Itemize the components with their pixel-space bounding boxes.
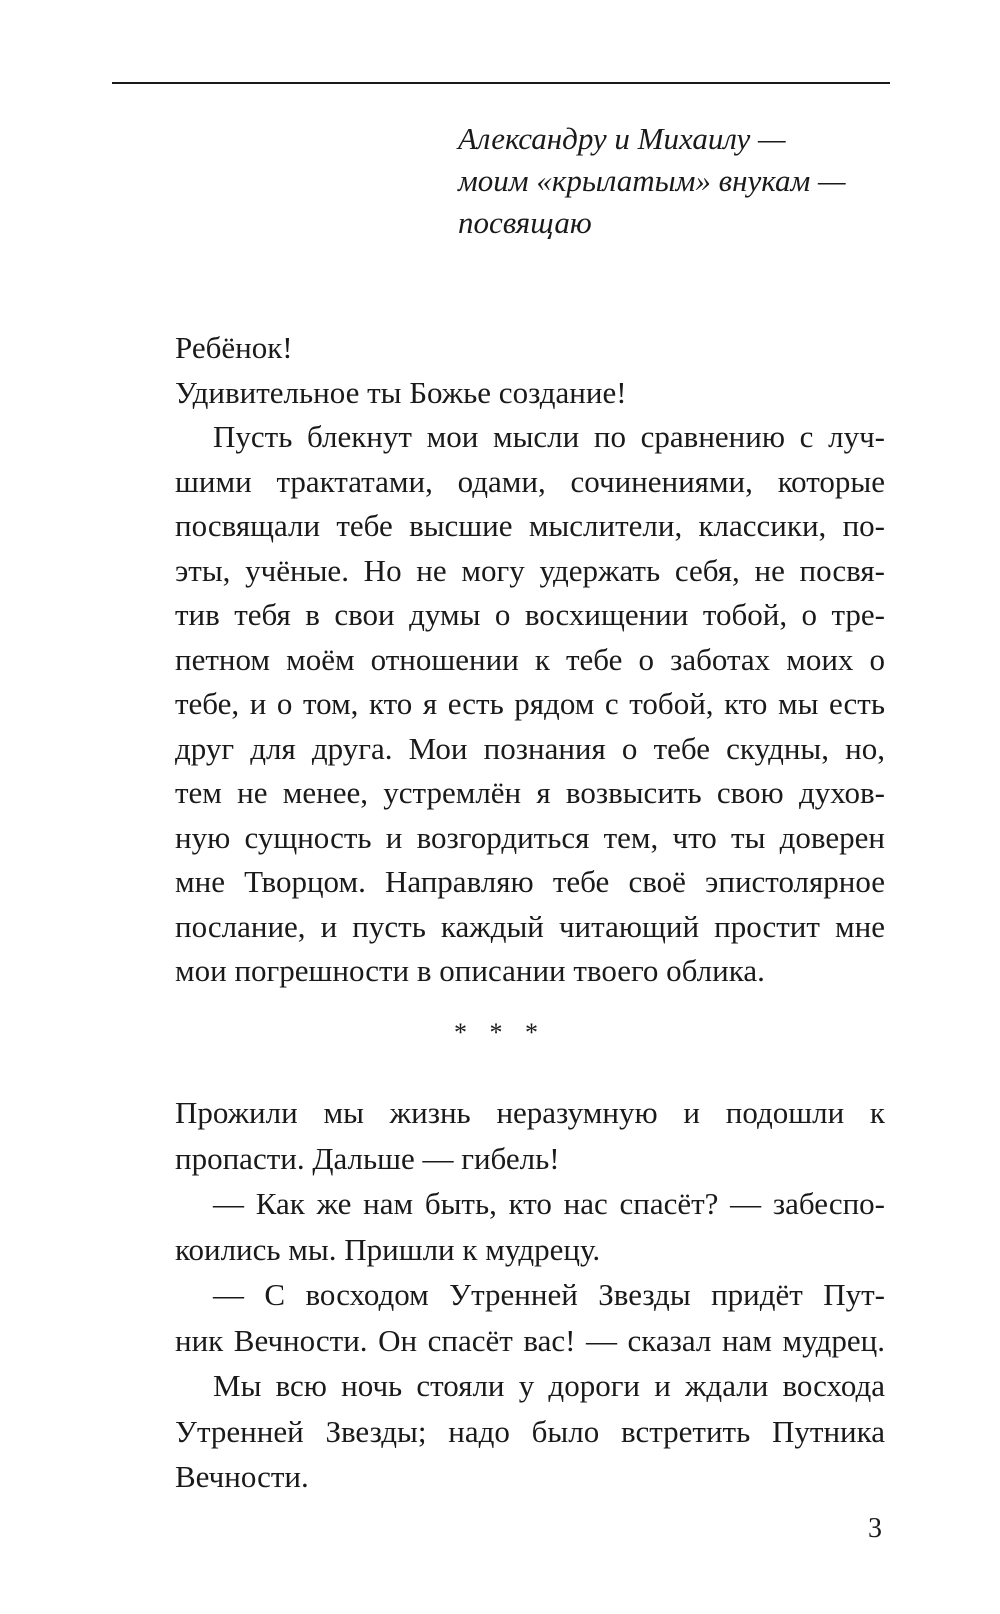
text-line: ник Вечности. Он спасёт вас! — сказал нам мудрец. (175, 1322, 885, 1358)
section-separator: * * * (454, 1018, 546, 1047)
page-number: 3 (868, 1513, 882, 1544)
text-line: Удивительное ты Божье создание! (175, 374, 627, 410)
text-line: мои погрешности в описании твоего облика. (175, 953, 765, 988)
text-line: послание, и пусть каждый читающий простит мне (175, 908, 885, 944)
text-line: коились мы. Пришли к мудрецу. (175, 1231, 601, 1267)
text-line: посвящали тебе высшие мыслители, классики, по- (175, 508, 885, 543)
text-line: Пусть блекнут мои мысли по сравнению с луч- (213, 419, 885, 454)
text-line: мне Творцом. Направляю тебе своё эпистолярное (175, 864, 885, 899)
header-rule (112, 82, 890, 84)
text-line: Ребёнок! (175, 330, 293, 365)
body-section-2 (175, 1090, 885, 1500)
text-line: Прожили мы жизнь неразумную и подошли к (175, 1095, 885, 1130)
text-line: пропасти. Дальше — гибель! (175, 1140, 560, 1176)
text-line: тив тебя в свои думы о восхищении тобой, о тре- (175, 597, 885, 632)
text-line: друг для друга. Мои познания о тебе скудны, но, (175, 730, 885, 766)
body-section-1 (175, 326, 885, 994)
text-line: Вечности. (175, 1459, 309, 1494)
dedication-line: Александру и Михаилу — (458, 121, 786, 156)
text-line: — С восходом Утренней Звезды придёт Пут- (213, 1277, 885, 1312)
text-line: Мы всю ночь стояли у дороги и ждали восхода (213, 1368, 885, 1403)
text-line: ную сущность и возгордиться тем, что ты доверен (175, 819, 885, 855)
dedication-line: посвящаю (458, 205, 592, 240)
text-line: тебе, и о том, кто я есть рядом с тобой, кто мы есть (175, 686, 885, 721)
text-line: тем не менее, устремлён я возвысить свою духов- (175, 775, 885, 810)
text-line: — Как же нам быть, кто нас спасёт? — забеспо- (213, 1186, 885, 1221)
text-line: эты, учёные. Но не могу удержать себя, не посвя- (175, 552, 885, 588)
dedication-line: моим «крылатым» внукам — (458, 163, 846, 198)
text-line: петном моём отношении к тебе о заботах моих о (175, 641, 885, 677)
dedication (458, 118, 898, 244)
text-line: шими трактатами, одами, сочинениями, которые (175, 463, 885, 499)
text-line: Утренней Звезды; надо было встретить Путника (175, 1413, 885, 1449)
